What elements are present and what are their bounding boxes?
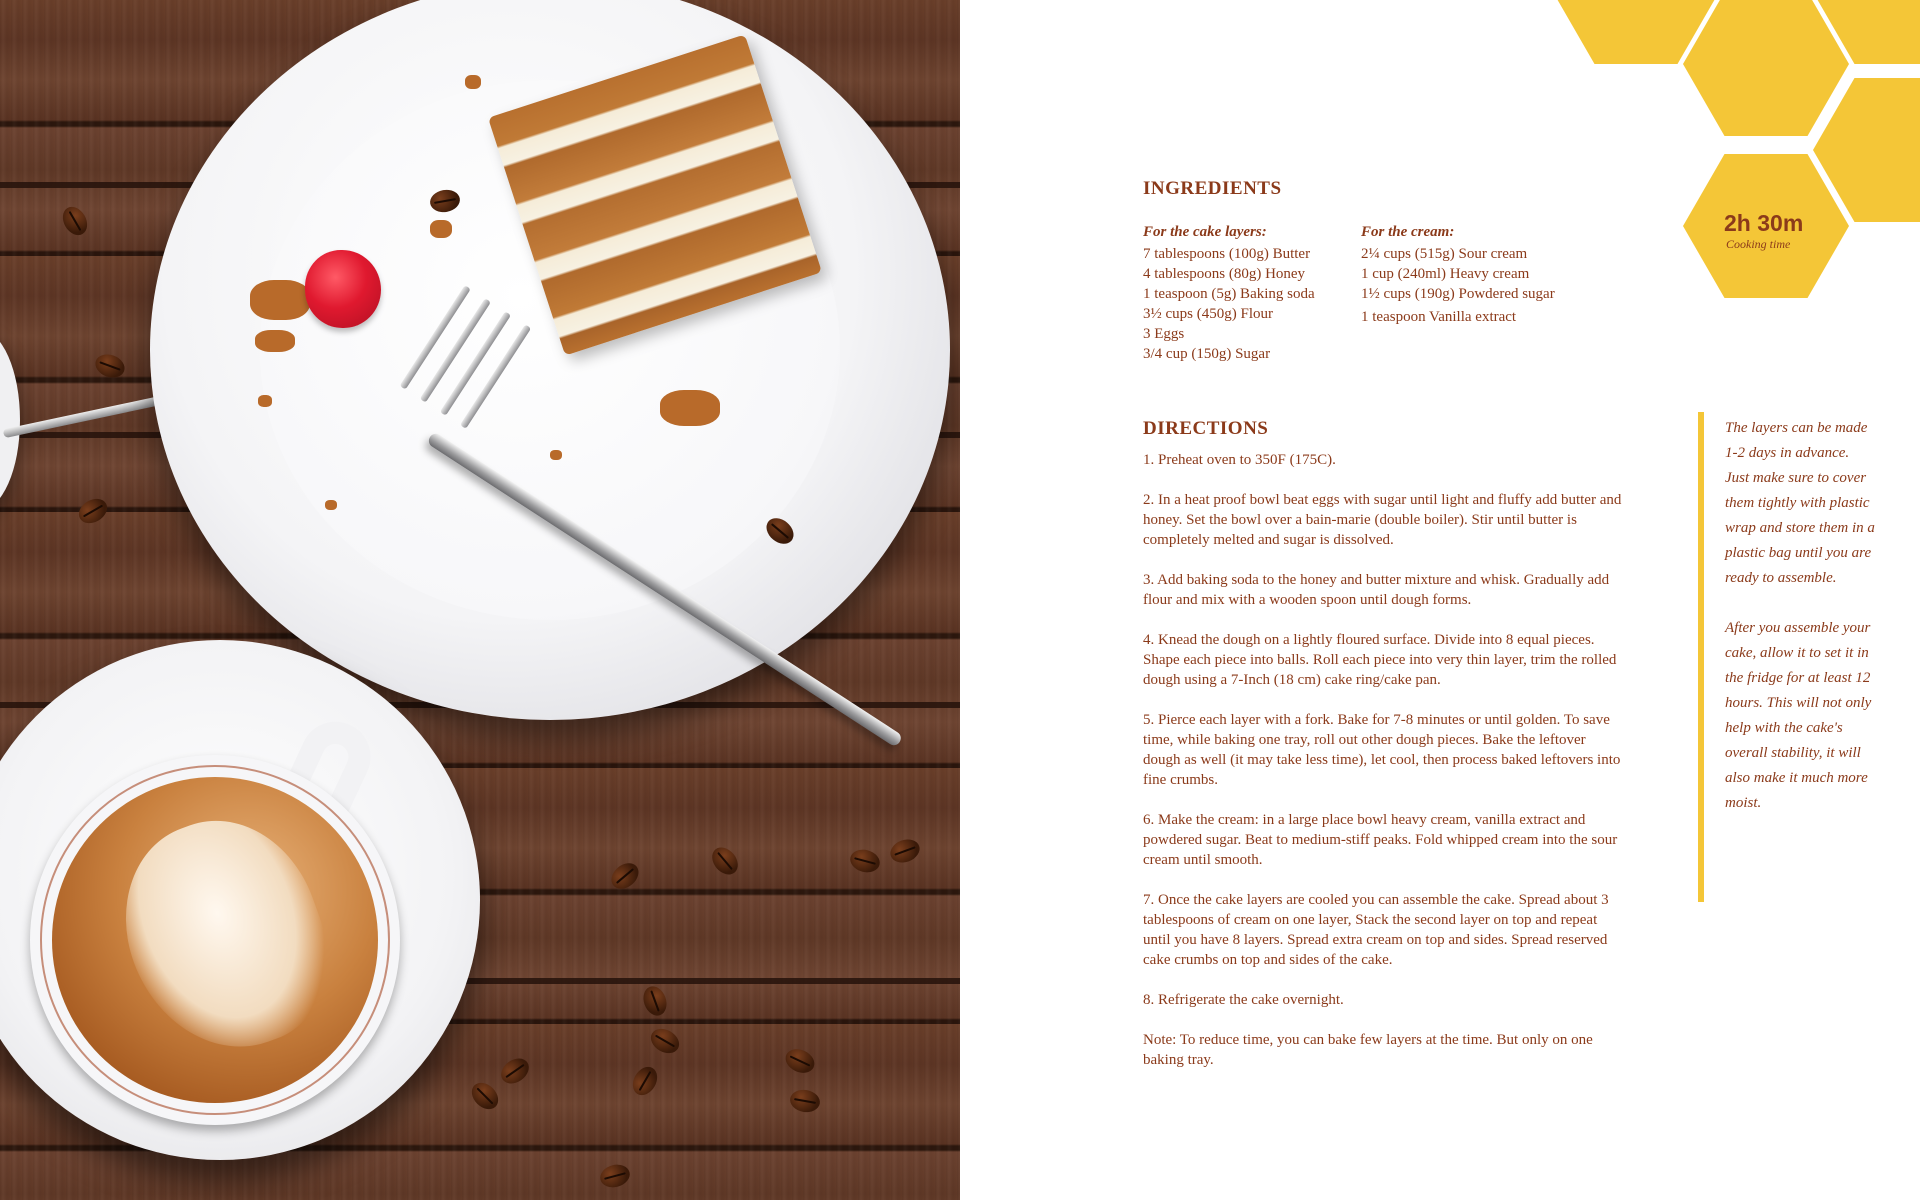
ingredient-item: 1 teaspoon (5g) Baking soda [1143, 286, 1315, 302]
side-note-accent-bar [1698, 412, 1704, 902]
cream-ingredients [1361, 222, 1555, 327]
direction-step: 5. Pierce each layer with a fork. Bake for 7-8 minutes or until golden. To save time, while baking one tray, roll out other dough pieces. Bake the leftover dough as well (it may take less time), let cool, then process baked leftovers into fine crumbs. [1143, 712, 1621, 788]
direction-step: 8. Refrigerate the cake overnight. [1143, 992, 1344, 1008]
raspberry [305, 250, 381, 328]
cooking-time-value: 2h 30m [1724, 210, 1804, 236]
side-note-paragraph: After you assemble your cake, allow it to set it in the fridge for at least 12 hours. This will not only help with the cake's overall stability, it will also make it much more moist. [1725, 620, 1872, 811]
ingredient-item: 7 tablespoons (100g) Butter [1143, 246, 1311, 262]
ingredient-item: 1½ cups (190g) Powdered sugar [1361, 286, 1555, 302]
cake-layers-subheading: For the cake layers: [1143, 224, 1267, 240]
ingredient-item: 3 Eggs [1143, 326, 1185, 342]
ingredients-heading: INGREDIENTS [1143, 178, 1282, 199]
ingredient-item: 2¼ cups (515g) Sour cream [1361, 246, 1528, 262]
direction-step: 7. Once the cake layers are cooled you can assemble the cake. Spread about 3 tablespoons of cream on one layer, Stack the second layer on top and repeat until you have 8 layers. Spread extra cream on top and sides. Spread reserved cake crumbs on top and sides of the cake. [1143, 892, 1609, 968]
cake-crumb [325, 500, 337, 510]
cake-crumb [255, 330, 295, 352]
direction-step: 1. Preheat oven to 350F (175C). [1143, 452, 1336, 468]
cake-crumb [550, 450, 562, 460]
cake-crumb [660, 390, 720, 426]
direction-step: 6. Make the cream: in a large place bowl heavy cream, vanilla extract and powdered sugar. Beat to medium-stiff peaks. Fold whipped cream into the sour cream until smooth. [1143, 812, 1618, 868]
cake-crumb [465, 75, 481, 89]
direction-note: Note: To reduce time, you can bake few layers at the time. But only on one baking tray. [1143, 1032, 1593, 1068]
side-note-paragraph: The layers can be made 1-2 days in advance. Just make sure to cover them tightly with plastic wrap and store them in a plastic bag until you are ready to assemble. [1725, 420, 1875, 586]
ingredient-item: 3/4 cup (150g) Sugar [1143, 346, 1271, 362]
directions-heading: DIRECTIONS [1143, 418, 1269, 439]
direction-step: 4. Knead the dough on a lightly floured surface. Divide into 8 equal pieces. Shape each piece into balls. Roll each piece into very thin layer, trim the rolled dough using a 7-Inch (18 cm) cake ring/cake pan. [1143, 632, 1617, 688]
ingredient-item: 4 tablespoons (80g) Honey [1143, 266, 1306, 282]
cooking-time-label: Cooking time [1726, 237, 1791, 251]
cake-layers-ingredients [1143, 222, 1315, 364]
directions-list [1143, 450, 1623, 1090]
direction-step: 3. Add baking soda to the honey and butter mixture and whisk. Gradually add flour and mix with a wooden spoon until dough forms. [1143, 572, 1610, 608]
ingredient-item: 1 teaspoon Vanilla extract [1361, 309, 1517, 325]
cake-crumb [250, 280, 310, 320]
cake-crumb [430, 220, 452, 238]
ingredient-item: 3½ cups (450g) Flour [1143, 306, 1273, 322]
cake-crumb [258, 395, 272, 407]
ingredient-item: 1 cup (240ml) Heavy cream [1361, 266, 1530, 282]
direction-step: 2. In a heat proof bowl beat eggs with sugar until light and fluffy add butter and honey. Set the bowl over a bain-marie (double boiler). Stir until butter is completely melted and sugar is dissolved. [1143, 492, 1622, 548]
side-note [1725, 416, 1875, 841]
cream-subheading: For the cream: [1361, 224, 1455, 240]
